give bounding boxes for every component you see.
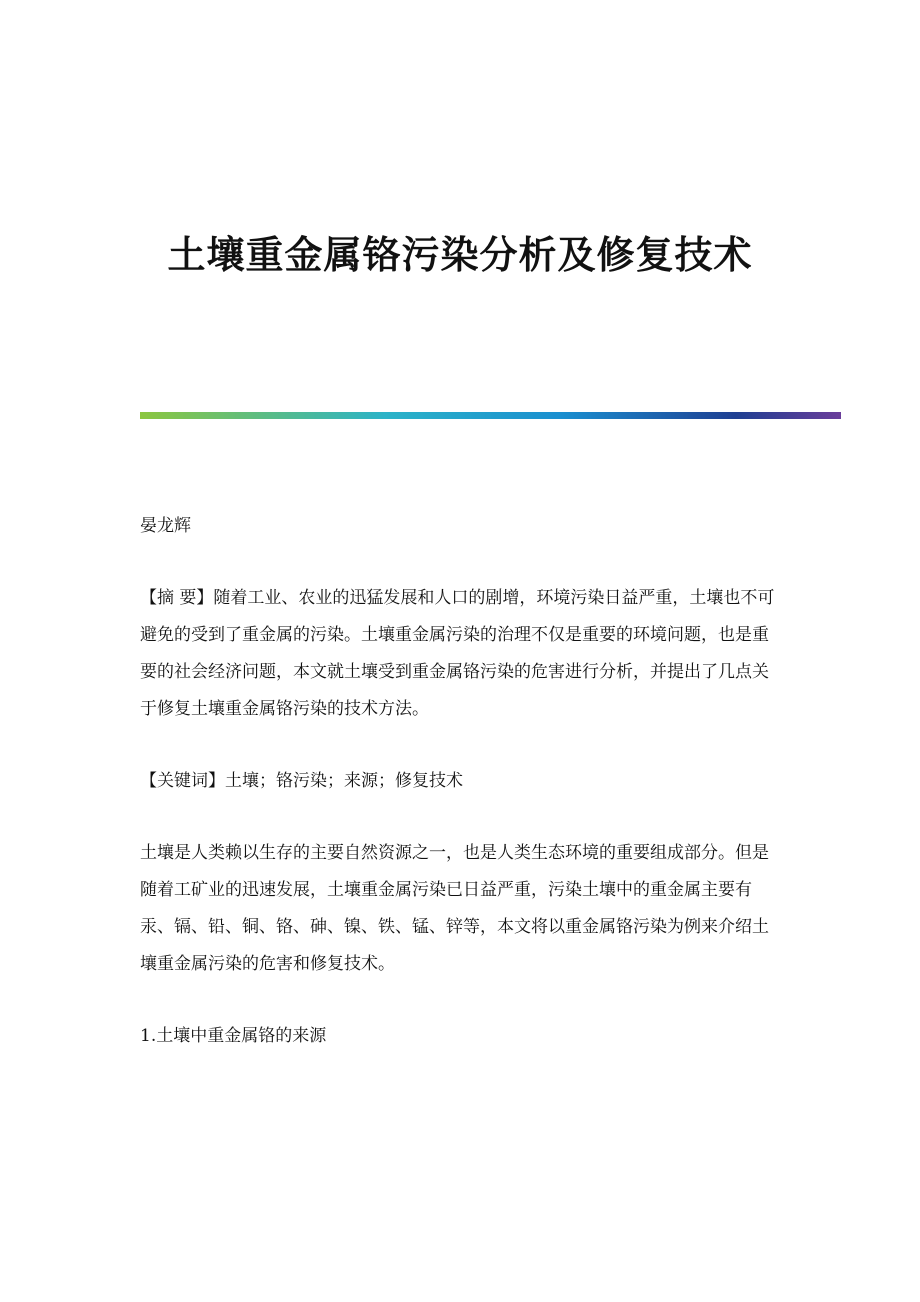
document-title: 土壤重金属铬污染分析及修复技术 xyxy=(167,232,753,277)
author-name: 晏龙辉 xyxy=(140,516,191,536)
title-divider xyxy=(140,412,841,419)
keywords xyxy=(140,763,780,800)
intro-paragraph: 土壤是人类赖以生存的主要自然资源之一，也是人类生态环境的重要组成部分。但是随着工矿业的迅速发展，土壤重金属污染已日益严重，污染土壤中的重金属主要有汞、镉、铅、铜、铬、砷、镍、铁、锰、锌等，本文将以重金属铬污染为例来介绍土壤重金属污染的危害和修复技术。 xyxy=(140,843,769,974)
keywords-label: 【关键词】 xyxy=(140,771,225,791)
document-body xyxy=(140,508,780,1055)
keywords-text: 土壤；铬污染；来源；修复技术 xyxy=(225,771,463,791)
abstract-text: 随着工业、农业的迅猛发展和人口的剧增，环境污染日益严重，土壤也不可避免的受到了重金属的污染。土壤重金属污染的治理不仅是重要的环境问题，也是重要的社会经济问题，本文就土壤受到重金属铬污染的危害进行分析，并提出了几点关于修复土壤重金属铬污染的技术方法。 xyxy=(140,588,775,719)
abstract-label: 【摘 要】 xyxy=(140,588,214,608)
abstract xyxy=(140,580,780,728)
section-heading: 1.土壤中重金属铬的来源 xyxy=(140,1026,327,1046)
